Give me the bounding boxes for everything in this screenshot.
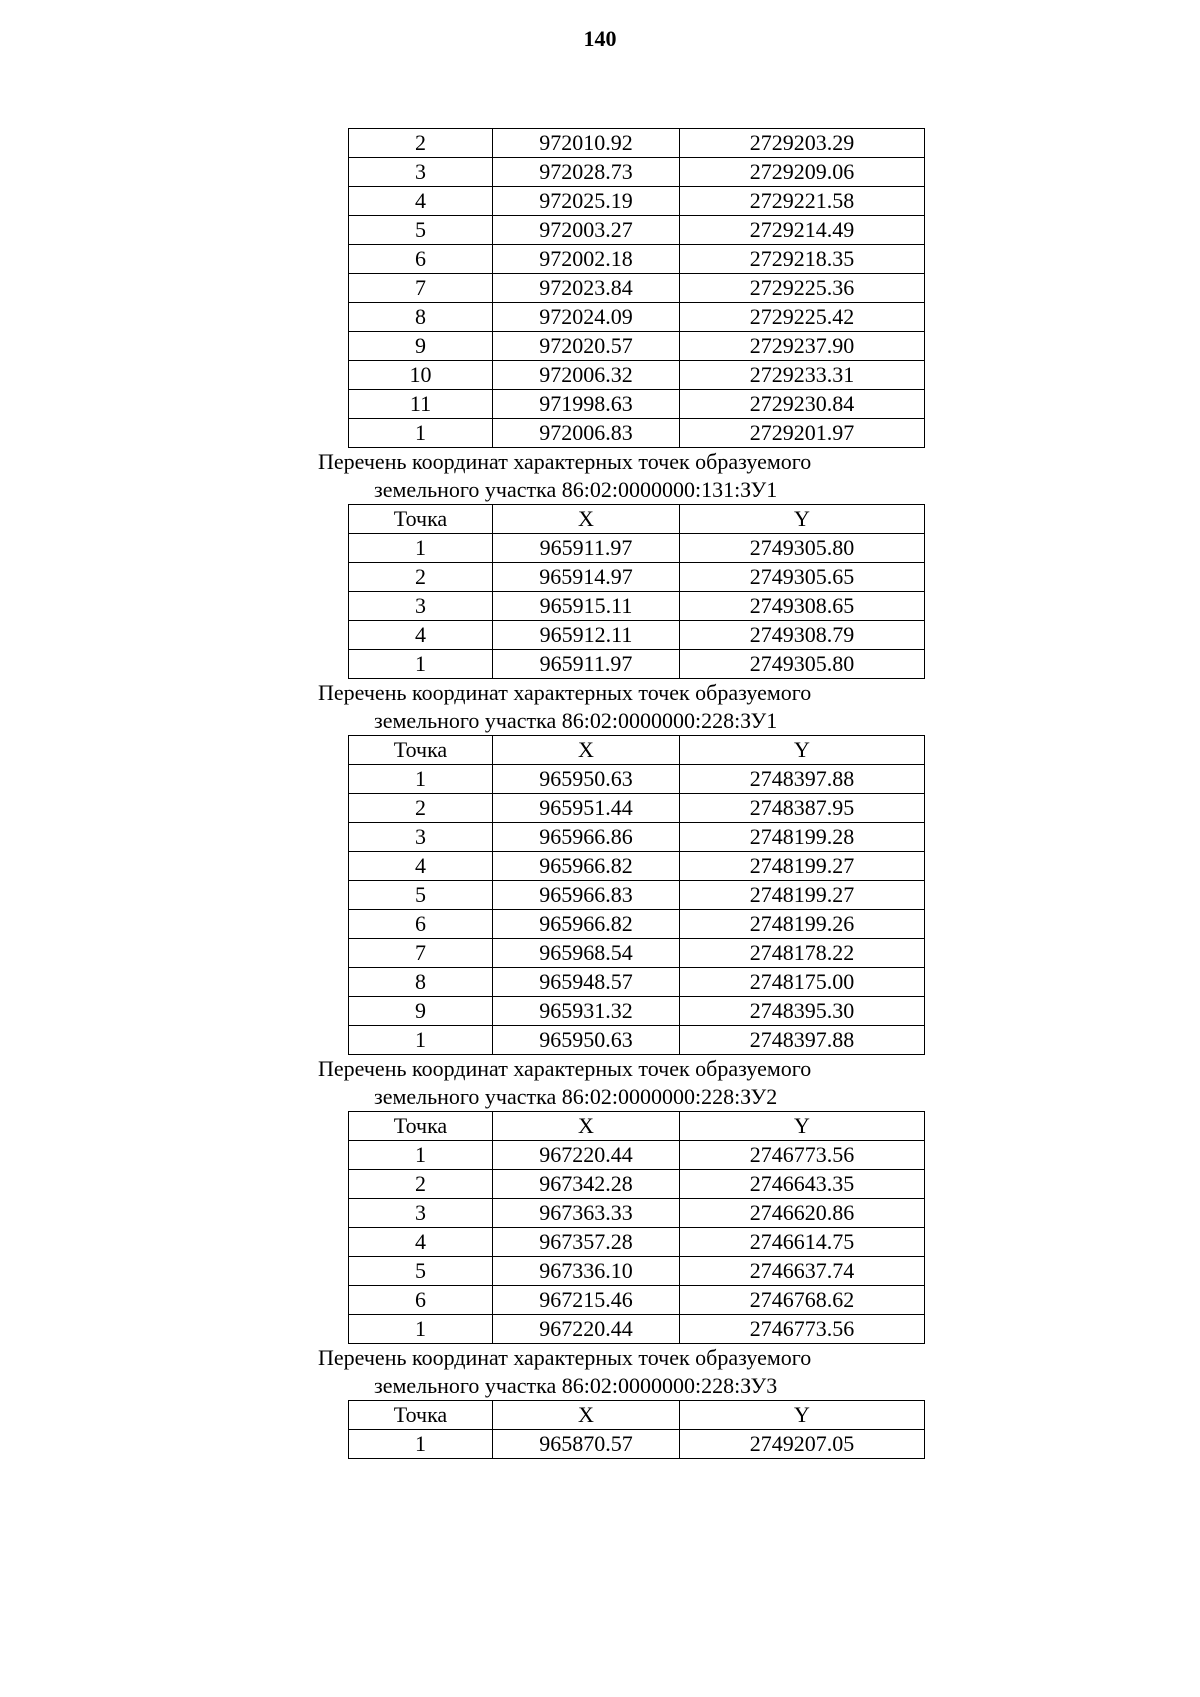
x-coordinate-cell: 965931.32 (493, 997, 680, 1026)
x-coordinate-cell: 965870.57 (493, 1430, 680, 1459)
y-coordinate-cell: 2746773.56 (680, 1141, 925, 1170)
x-column-header: X (493, 1401, 680, 1430)
table-row (349, 1315, 925, 1344)
x-coordinate-cell: 967342.28 (493, 1170, 680, 1199)
x-coordinate-cell: 972023.84 (493, 274, 680, 303)
y-coordinate-cell: 2729237.90 (680, 332, 925, 361)
x-coordinate-cell: 965948.57 (493, 968, 680, 997)
y-column-header: Y (680, 1401, 925, 1430)
point-number-cell: 1 (349, 1141, 493, 1170)
table-row (349, 823, 925, 852)
table-row (349, 1170, 925, 1199)
point-number-cell: 11 (349, 390, 493, 419)
point-number-cell: 3 (349, 592, 493, 621)
point-number-cell: 1 (349, 534, 493, 563)
point-number-cell: 4 (349, 852, 493, 881)
x-coordinate-cell: 965911.97 (493, 650, 680, 679)
y-coordinate-cell: 2748199.28 (680, 823, 925, 852)
table-row (349, 274, 925, 303)
x-coordinate-cell: 965966.83 (493, 881, 680, 910)
point-number-cell: 9 (349, 332, 493, 361)
table-row (349, 765, 925, 794)
y-column-header: Y (680, 1112, 925, 1141)
point-column-header: Точка (349, 505, 493, 534)
point-number-cell: 5 (349, 1257, 493, 1286)
document-body (318, 128, 928, 1459)
table-row (349, 1430, 925, 1459)
y-coordinate-cell: 2748395.30 (680, 997, 925, 1026)
coordinates-table (348, 735, 925, 1055)
point-number-cell: 1 (349, 650, 493, 679)
x-coordinate-cell: 965911.97 (493, 534, 680, 563)
coordinates-table (348, 128, 925, 448)
x-column-header: X (493, 505, 680, 534)
table-row (349, 361, 925, 390)
section-caption (318, 679, 928, 735)
x-coordinate-cell: 972010.92 (493, 129, 680, 158)
y-coordinate-cell: 2729218.35 (680, 245, 925, 274)
y-coordinate-cell: 2749305.80 (680, 650, 925, 679)
x-coordinate-cell: 972003.27 (493, 216, 680, 245)
y-column-header: Y (680, 505, 925, 534)
y-column-header: Y (680, 736, 925, 765)
caption-line-2: земельного участка 86:02:0000000:131:ЗУ1 (374, 477, 778, 502)
table-row (349, 939, 925, 968)
table-header-row (349, 1401, 925, 1430)
y-coordinate-cell: 2749305.80 (680, 534, 925, 563)
y-coordinate-cell: 2748175.00 (680, 968, 925, 997)
table-row (349, 158, 925, 187)
x-coordinate-cell: 965914.97 (493, 563, 680, 592)
section-caption (318, 1344, 928, 1400)
caption-line-2: земельного участка 86:02:0000000:228:ЗУ1 (374, 708, 778, 733)
y-coordinate-cell: 2749308.79 (680, 621, 925, 650)
x-coordinate-cell: 965951.44 (493, 794, 680, 823)
caption-line-2: земельного участка 86:02:0000000:228:ЗУ3 (374, 1373, 778, 1398)
point-number-cell: 5 (349, 216, 493, 245)
point-number-cell: 10 (349, 361, 493, 390)
coordinates-table (348, 504, 925, 679)
table-row (349, 910, 925, 939)
y-coordinate-cell: 2748178.22 (680, 939, 925, 968)
table-header-row (349, 505, 925, 534)
x-coordinate-cell: 971998.63 (493, 390, 680, 419)
table-row (349, 216, 925, 245)
coordinates-table (348, 1400, 925, 1459)
point-number-cell: 2 (349, 794, 493, 823)
y-coordinate-cell: 2729203.29 (680, 129, 925, 158)
caption-line-2: земельного участка 86:02:0000000:228:ЗУ2 (374, 1084, 778, 1109)
point-number-cell: 5 (349, 881, 493, 910)
table-row (349, 187, 925, 216)
y-coordinate-cell: 2748199.27 (680, 852, 925, 881)
x-coordinate-cell: 965966.82 (493, 852, 680, 881)
y-coordinate-cell: 2748199.26 (680, 910, 925, 939)
y-coordinate-cell: 2729233.31 (680, 361, 925, 390)
x-coordinate-cell: 967357.28 (493, 1228, 680, 1257)
point-number-cell: 8 (349, 968, 493, 997)
y-coordinate-cell: 2746637.74 (680, 1257, 925, 1286)
point-number-cell: 1 (349, 1430, 493, 1459)
x-coordinate-cell: 967336.10 (493, 1257, 680, 1286)
x-coordinate-cell: 965912.11 (493, 621, 680, 650)
table-row (349, 1141, 925, 1170)
y-coordinate-cell: 2729221.58 (680, 187, 925, 216)
y-coordinate-cell: 2748387.95 (680, 794, 925, 823)
table-row (349, 1286, 925, 1315)
y-coordinate-cell: 2746768.62 (680, 1286, 925, 1315)
y-coordinate-cell: 2748397.88 (680, 765, 925, 794)
y-coordinate-cell: 2729225.36 (680, 274, 925, 303)
point-number-cell: 1 (349, 1026, 493, 1055)
caption-line-1: Перечень координат характерных точек образуемого (318, 680, 812, 705)
point-number-cell: 4 (349, 621, 493, 650)
y-coordinate-cell: 2749207.05 (680, 1430, 925, 1459)
point-number-cell: 3 (349, 823, 493, 852)
table-row (349, 621, 925, 650)
x-coordinate-cell: 972025.19 (493, 187, 680, 216)
point-number-cell: 7 (349, 274, 493, 303)
coordinates-table (348, 1111, 925, 1344)
table-row (349, 129, 925, 158)
x-coordinate-cell: 972020.57 (493, 332, 680, 361)
table-header-row (349, 1112, 925, 1141)
x-coordinate-cell: 972002.18 (493, 245, 680, 274)
y-coordinate-cell: 2729201.97 (680, 419, 925, 448)
x-coordinate-cell: 965966.86 (493, 823, 680, 852)
point-number-cell: 2 (349, 563, 493, 592)
table-row (349, 1026, 925, 1055)
x-coordinate-cell: 965950.63 (493, 1026, 680, 1055)
table-row (349, 592, 925, 621)
y-coordinate-cell: 2729214.49 (680, 216, 925, 245)
y-coordinate-cell: 2729209.06 (680, 158, 925, 187)
x-coordinate-cell: 965966.82 (493, 910, 680, 939)
point-number-cell: 4 (349, 187, 493, 216)
point-number-cell: 1 (349, 1315, 493, 1344)
table-row (349, 650, 925, 679)
table-row (349, 968, 925, 997)
point-column-header: Точка (349, 736, 493, 765)
section-caption (318, 1055, 928, 1111)
table-row (349, 390, 925, 419)
table-row (349, 534, 925, 563)
point-number-cell: 1 (349, 419, 493, 448)
point-number-cell: 9 (349, 997, 493, 1026)
point-number-cell: 2 (349, 1170, 493, 1199)
x-coordinate-cell: 972024.09 (493, 303, 680, 332)
point-number-cell: 2 (349, 129, 493, 158)
table-row (349, 1228, 925, 1257)
section-caption (318, 448, 928, 504)
point-number-cell: 6 (349, 245, 493, 274)
table-header-row (349, 736, 925, 765)
point-number-cell: 6 (349, 910, 493, 939)
x-column-header: X (493, 736, 680, 765)
table-row (349, 332, 925, 361)
x-coordinate-cell: 965968.54 (493, 939, 680, 968)
y-coordinate-cell: 2748397.88 (680, 1026, 925, 1055)
x-coordinate-cell: 967220.44 (493, 1141, 680, 1170)
table-row (349, 245, 925, 274)
page-number: 140 (583, 26, 617, 51)
y-coordinate-cell: 2746643.35 (680, 1170, 925, 1199)
table-row (349, 303, 925, 332)
x-coordinate-cell: 967215.46 (493, 1286, 680, 1315)
point-number-cell: 6 (349, 1286, 493, 1315)
caption-line-1: Перечень координат характерных точек образуемого (318, 449, 812, 474)
y-coordinate-cell: 2746773.56 (680, 1315, 925, 1344)
x-coordinate-cell: 972028.73 (493, 158, 680, 187)
x-coordinate-cell: 965915.11 (493, 592, 680, 621)
table-row (349, 852, 925, 881)
point-number-cell: 3 (349, 1199, 493, 1228)
y-coordinate-cell: 2749305.65 (680, 563, 925, 592)
y-coordinate-cell: 2729225.42 (680, 303, 925, 332)
caption-line-1: Перечень координат характерных точек образуемого (318, 1056, 812, 1081)
x-coordinate-cell: 972006.83 (493, 419, 680, 448)
y-coordinate-cell: 2746614.75 (680, 1228, 925, 1257)
point-number-cell: 7 (349, 939, 493, 968)
point-number-cell: 8 (349, 303, 493, 332)
table-row (349, 881, 925, 910)
x-coordinate-cell: 967363.33 (493, 1199, 680, 1228)
x-coordinate-cell: 965950.63 (493, 765, 680, 794)
table-row (349, 1199, 925, 1228)
y-coordinate-cell: 2748199.27 (680, 881, 925, 910)
table-row (349, 563, 925, 592)
y-coordinate-cell: 2746620.86 (680, 1199, 925, 1228)
point-number-cell: 3 (349, 158, 493, 187)
x-coordinate-cell: 972006.32 (493, 361, 680, 390)
point-number-cell: 1 (349, 765, 493, 794)
table-row (349, 419, 925, 448)
point-column-header: Точка (349, 1401, 493, 1430)
x-column-header: X (493, 1112, 680, 1141)
table-row (349, 997, 925, 1026)
point-number-cell: 4 (349, 1228, 493, 1257)
y-coordinate-cell: 2749308.65 (680, 592, 925, 621)
table-row (349, 794, 925, 823)
table-row (349, 1257, 925, 1286)
point-column-header: Точка (349, 1112, 493, 1141)
x-coordinate-cell: 967220.44 (493, 1315, 680, 1344)
caption-line-1: Перечень координат характерных точек образуемого (318, 1345, 812, 1370)
y-coordinate-cell: 2729230.84 (680, 390, 925, 419)
